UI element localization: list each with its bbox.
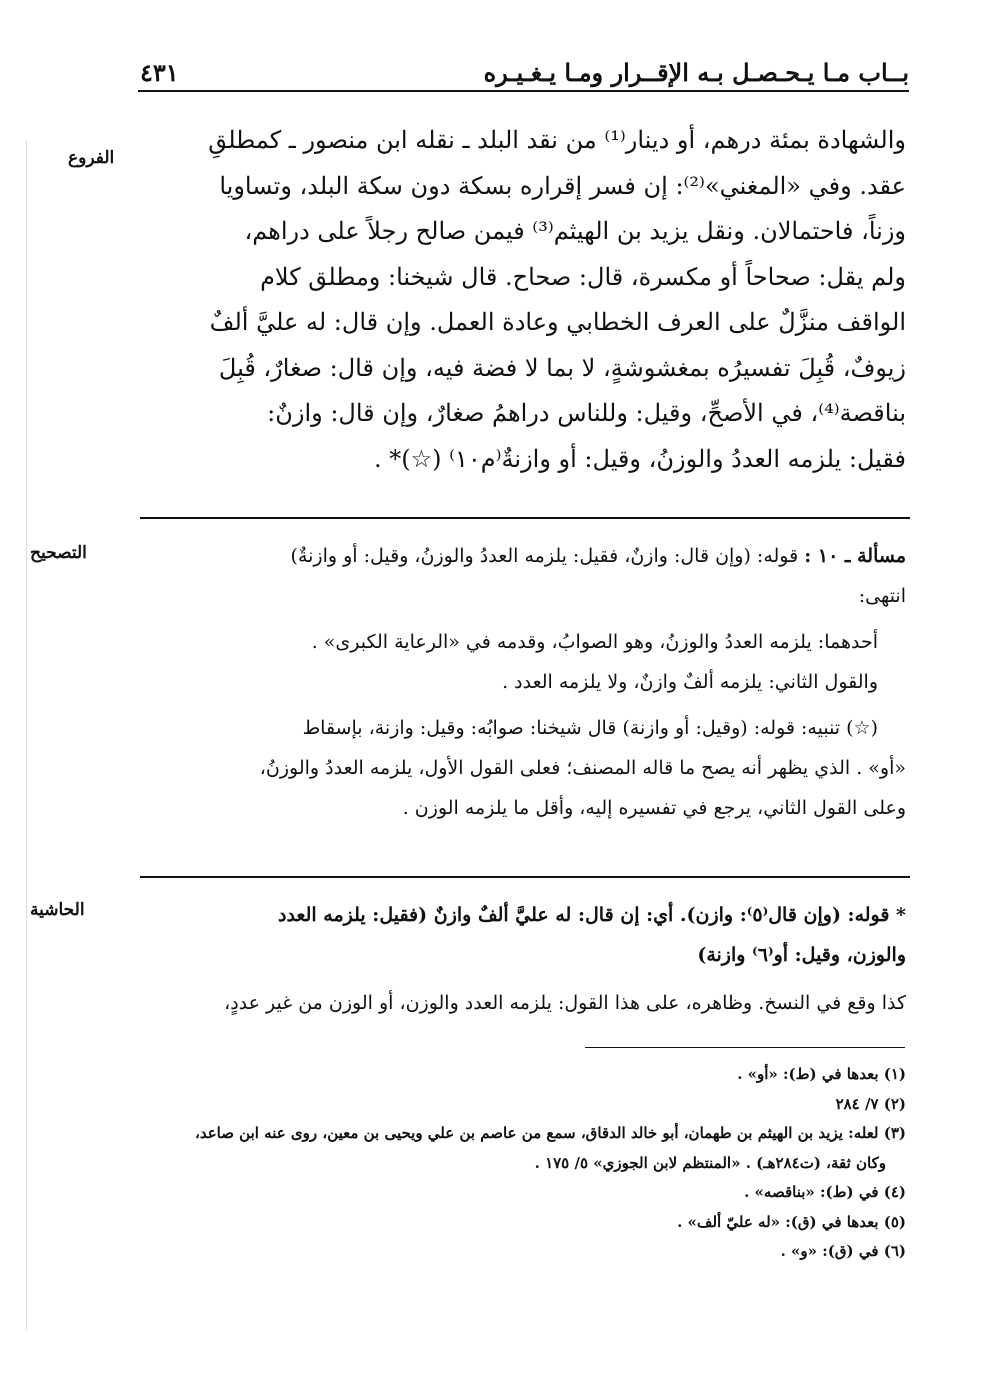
- main-line: والشهادة بمئة درهم، أو دينار⁽¹⁾ من نقد البلد ـ نقله ابن منصور ـ كمطلقِ: [208, 126, 906, 154]
- footnote-continuation: وكان ثقة، (ت٢٨٤هـ) . «المنتظم لابن الجوزي» ٥/ ١٧٥ .: [534, 1153, 886, 1172]
- running-header-title: بــاب مـا يـحـصـل بـه الإقــرار ومـا يـغـيـره: [483, 58, 909, 87]
- correction-line-1-text: قوله: (وإن قال: وازنٌ، فقيل: يلزمه العددُ والوزنُ، وقيل: أو وازنةٌ): [290, 545, 799, 567]
- hashiya-line: * قوله: (وإن قال⁽٥⁾: وازن). أي: إن قال: له عليَّ ألفٌ وازنٌ (فقيل: يلزمه العدد: [277, 904, 906, 926]
- correction-line: وعلى القول الثاني، يرجع في تفسيره إليه، وأقل ما يلزمه الوزن .: [402, 797, 906, 819]
- correction-line: أحدهما: يلزمه العددُ والوزنُ، وهو الصوابُ، وقدمه في «الرعاية الكبرى» .: [311, 631, 878, 653]
- correction-line: (☆) تنبيه: قوله: (وقيل: أو وازنة) قال شيخنا: صوابُه: وقيل: وازنة، بإسقاط: [302, 717, 878, 739]
- page-edge-shadow: [26, 140, 27, 1330]
- hashiya-block: [136, 895, 906, 1023]
- main-line: الواقف منزَّلٌ على العرف الخطابي وعادة العمل. وإن قال: له عليَّ ألفٌ: [209, 308, 906, 336]
- footnote-rule: [585, 1047, 905, 1048]
- main-line: ولم يقل: صحاحاً أو مكسرة، قال: صحاح. قال شيخنا: ومطلق كلام: [260, 262, 906, 291]
- main-line: زيوفٌ، قُبِلَ تفسيرُه بمغشوشةٍ، لا بما لا فضة فيه، وإن قال: صغارٌ، قُبِلَ: [218, 353, 906, 382]
- footnote: (٤) في (ط): «بناقصه» .: [744, 1183, 906, 1201]
- label-hashiya: الحاشية: [30, 900, 85, 920]
- section-rule-correction: [140, 517, 910, 519]
- hashiya-line: كذا وقع في النسخ. وظاهره، على هذا القول: يلزمه العدد والوزن، أو الوزن من غير عددٍ،: [224, 992, 906, 1014]
- correction-line: «أو» . الذي يظهر أنه يصح ما قاله المصنف؛ فعلى القول الأول، يلزمه العددُ والوزنُ،: [259, 757, 906, 779]
- main-line: وزناً، فاحتمالان. ونقل يزيد بن الهيثم⁽³⁾ فيمن صالح رجلاً على دراهم،: [244, 217, 906, 245]
- footnote: (٣) لعله: يزيد بن الهيثم بن طهمان، أبو خالد الدقاق، سمع من عاصم بن علي ويحيى بن معين، روى عنه ابن صاعد،: [194, 1124, 906, 1142]
- section-rule-hashiya: [140, 876, 910, 878]
- footnote: (٦) في (ق): «و» .: [780, 1242, 906, 1260]
- correction-line: انتهى:: [858, 585, 906, 607]
- correction-line: [136, 536, 906, 576]
- main-text-block: [126, 118, 906, 482]
- label-furu: الفروع: [68, 148, 115, 168]
- main-line: فقيل: يلزمه العددُ والوزنُ، وقيل: أو وازنةٌ⁽م١٠⁾ (☆)* .: [373, 444, 906, 473]
- issue-heading: مسألة ـ ١٠ :: [804, 545, 906, 567]
- footnote: (٢) ٧/ ٢٨٤: [835, 1094, 906, 1113]
- correction-block: [136, 536, 906, 828]
- main-line: عقد. وفي «المغني»⁽²⁾: إن فسر إقراره بسكة دون سكة البلد، وتساويا: [219, 171, 906, 200]
- footnote: (٥) بعدها في (ق): «له عليّ ألف» .: [677, 1212, 906, 1231]
- correction-line: والقول الثاني: يلزمه ألفٌ وازنٌ، ولا يلزمه العدد .: [502, 671, 878, 693]
- label-tashih: التصحيح: [30, 543, 87, 563]
- footnote: (١) بعدها في (ط): «أو» .: [737, 1065, 906, 1083]
- header-rule: [138, 90, 909, 92]
- page-number: ٤٣١: [140, 58, 179, 87]
- hashiya-line: والوزن، وقيل: أو⁽٦⁾ وازنة): [697, 944, 906, 966]
- footnotes-block: [136, 1060, 906, 1267]
- main-line: بناقصة⁽⁴⁾، في الأصحِّ، وقيل: وللناس دراهمُ صغارٌ، وإن قال: وازنٌ:: [267, 399, 906, 427]
